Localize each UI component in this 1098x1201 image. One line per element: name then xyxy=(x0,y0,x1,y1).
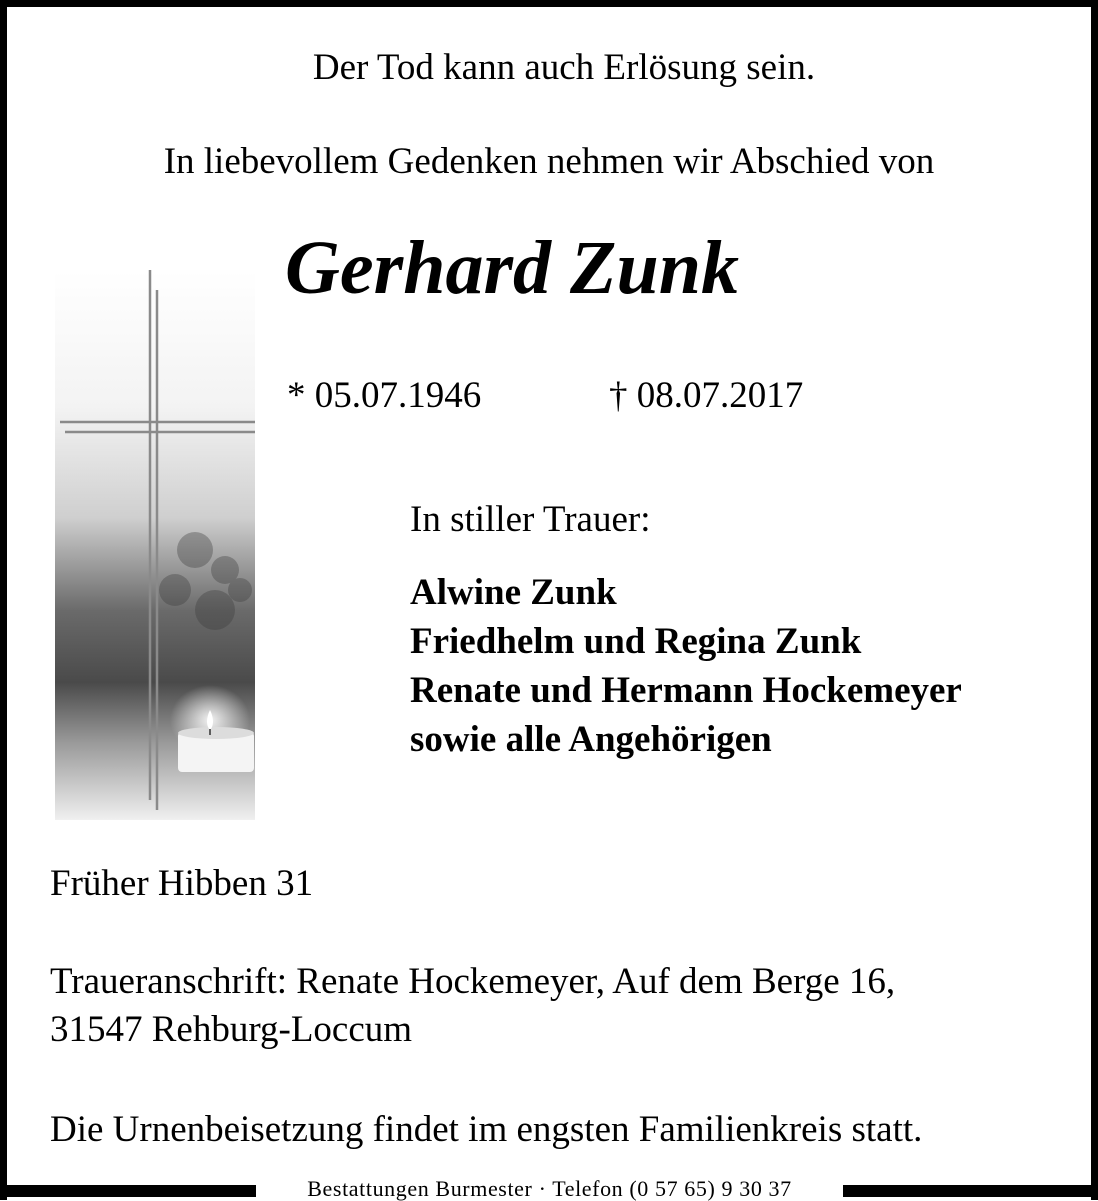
mourning-label: In stiller Trauer: xyxy=(410,499,651,540)
mourning-address-line2: 31547 Rehburg-Loccum xyxy=(50,1009,413,1050)
mourning-address-line1: Traueranschrift: Renate Hockemeyer, Auf dem Berge 16, xyxy=(50,961,896,1002)
footer-bar xyxy=(0,1177,1098,1200)
mourner-entry: Friedhelm und Regina Zunk xyxy=(410,621,862,662)
birth-date: * 05.07.1946 xyxy=(287,375,482,416)
mourners-list xyxy=(410,568,962,764)
death-date: † 08.07.2017 xyxy=(609,375,804,416)
burial-note: Die Urnenbeisetzung findet im engsten Familienkreis statt. xyxy=(50,1109,923,1150)
intro-text: In liebevollem Gedenken nehmen wir Abschied von xyxy=(163,141,935,182)
funeral-home-footer: Bestattungen Burmester · Telefon (0 57 65) 9 30 37 xyxy=(307,1176,792,1201)
mourner-entry: sowie alle Angehörigen xyxy=(410,719,772,760)
deceased-name: Gerhard Zunk xyxy=(285,226,739,310)
motto: Der Tod kann auch Erlösung sein. xyxy=(312,47,816,88)
former-address: Früher Hibben 31 xyxy=(50,863,314,904)
mourner-entry: Renate und Hermann Hockemeyer xyxy=(410,670,962,711)
footer-rule-right xyxy=(843,1185,1098,1197)
cross-candle-icon xyxy=(55,270,255,820)
footer-rule-left xyxy=(0,1185,256,1197)
candle-top xyxy=(178,727,254,739)
mourner-entry: Alwine Zunk xyxy=(410,572,617,613)
